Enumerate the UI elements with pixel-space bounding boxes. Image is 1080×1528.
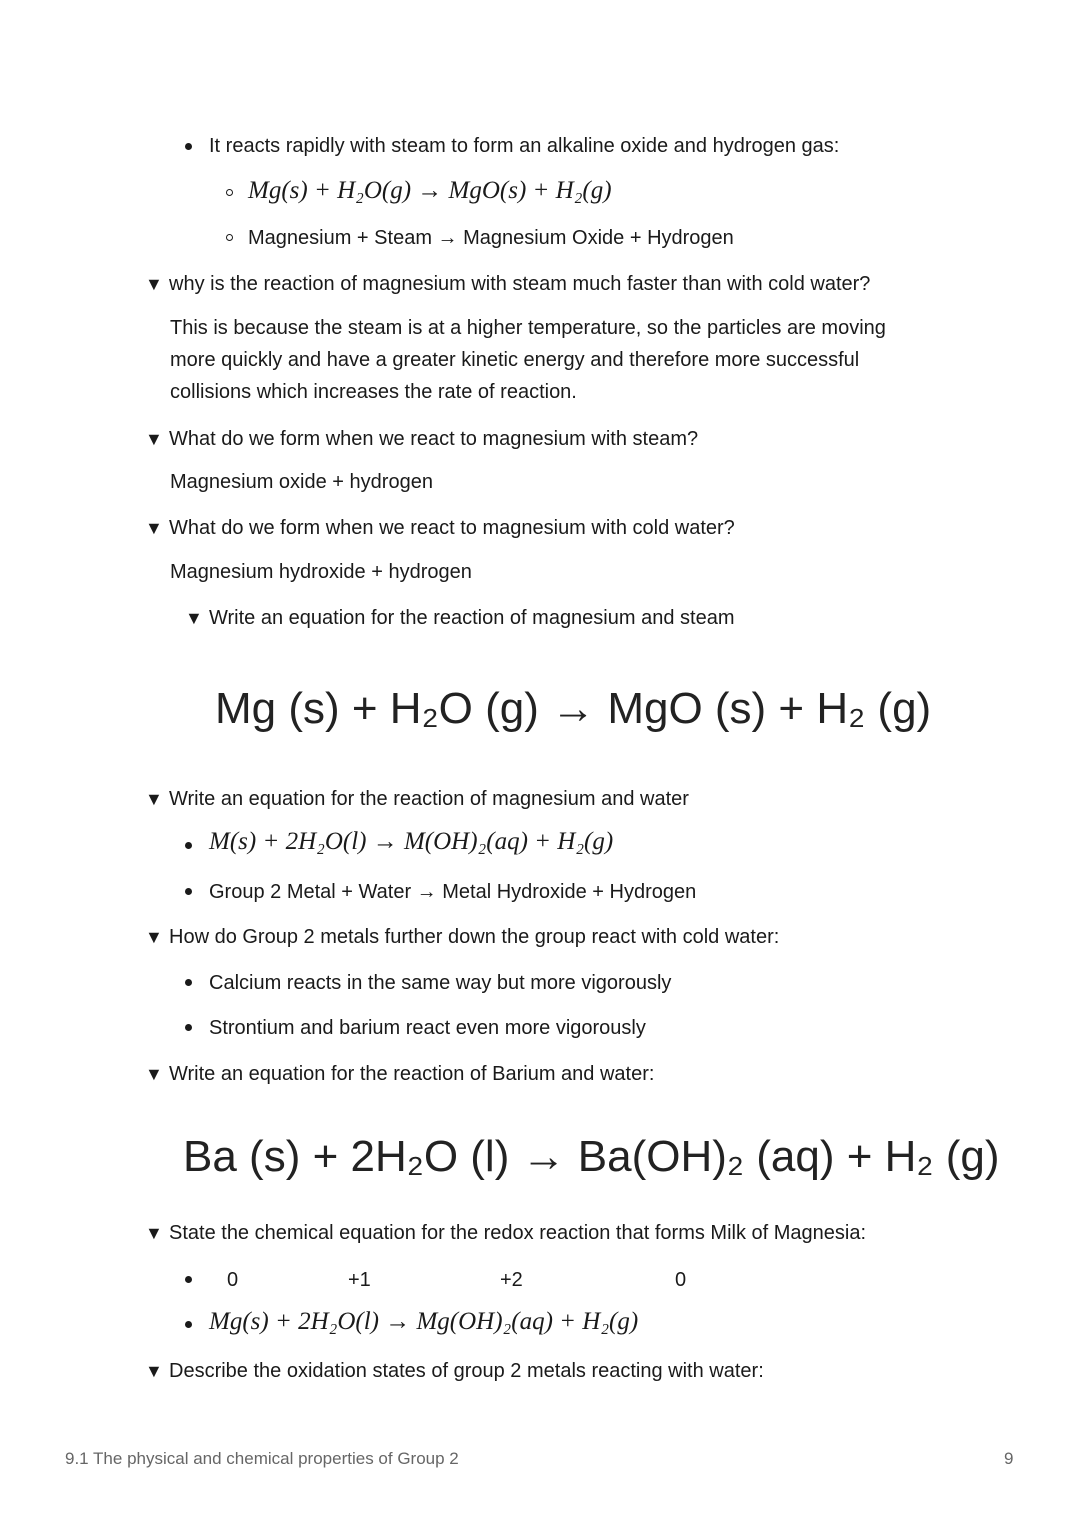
equation-milk-of-magnesia: Mg(s) + 2H₂O(l) → Mg(OH)₂(aq) + H₂(g) xyxy=(209,1308,639,1335)
toggle-question[interactable] xyxy=(185,606,734,630)
bullet-dot-icon xyxy=(185,1024,192,1031)
question-text: Write an equation for the reaction of Barium and water: xyxy=(169,1063,655,1085)
answer-text: Magnesium oxide + hydrogen xyxy=(170,471,433,493)
equation-magnesium-steam: Mg(s) + H₂O(g) → MgO(s) + H₂(g) xyxy=(248,177,612,204)
toggle-question[interactable] xyxy=(145,427,698,451)
question-text: Describe the oxidation states of group 2 metals reacting with water: xyxy=(169,1360,764,1382)
toggle-triangle-icon: ▼ xyxy=(145,274,163,294)
toggle-triangle-icon: ▼ xyxy=(145,1064,163,1084)
toggle-triangle-icon: ▼ xyxy=(145,1361,163,1381)
bullet-dot-icon xyxy=(185,143,192,150)
bullet-dot-icon xyxy=(185,979,192,986)
answer-text: Magnesium hydroxide + hydrogen xyxy=(170,561,472,583)
oxidation-state-mg-product: +2 xyxy=(500,1269,523,1291)
question-text: why is the reaction of magnesium with steam much faster than with cold water? xyxy=(169,273,871,295)
toggle-triangle-icon: ▼ xyxy=(145,1223,163,1243)
question-text: Write an equation for the reaction of magnesium and steam xyxy=(209,607,735,629)
question-text: What do we form when we react to magnesium with steam? xyxy=(169,428,699,450)
bullet-ring-icon xyxy=(226,189,233,196)
question-text: How do Group 2 metals further down the group react with cold water: xyxy=(169,926,780,948)
toggle-triangle-icon: ▼ xyxy=(145,518,163,538)
answer-paragraph: This is because the steam is at a higher temperature, so the particles are moving more quickly and have a greater kinetic energy and therefore more successful collisions which increases the rate of reaction. xyxy=(170,317,886,403)
toggle-question[interactable] xyxy=(145,1359,764,1383)
bullet-text: Strontium and barium react even more vigorously xyxy=(209,1017,646,1039)
question-text: Write an equation for the reaction of magnesium and water xyxy=(169,788,689,810)
toggle-question[interactable] xyxy=(145,925,779,949)
toggle-question[interactable] xyxy=(145,1062,654,1086)
bullet-text: Calcium reacts in the same way but more vigorously xyxy=(209,972,672,994)
page-number: 9 xyxy=(1004,1449,1014,1468)
toggle-question[interactable] xyxy=(145,1221,866,1245)
toggle-triangle-icon: ▼ xyxy=(185,608,203,628)
oxidation-state-mg: 0 xyxy=(227,1269,239,1291)
equation-group2-water: M(s) + 2H₂O(l) → M(OH)₂(aq) + H₂(g) xyxy=(209,828,614,855)
bullet-dot-icon xyxy=(185,842,192,849)
footer-title: 9.1 The physical and chemical properties of Group 2 xyxy=(65,1449,459,1468)
question-text: State the chemical equation for the redox reaction that forms Milk of Magnesia: xyxy=(169,1222,867,1244)
toggle-question[interactable] xyxy=(145,272,870,296)
toggle-question[interactable] xyxy=(145,787,689,811)
equation-large-magnesium-steam: Mg (s) + H₂O (g) → MgO (s) + H₂ (g) xyxy=(215,684,932,733)
oxidation-state-h-product: 0 xyxy=(675,1269,687,1291)
bullet-dot-icon xyxy=(185,1321,192,1328)
oxidation-state-h-reactant: +1 xyxy=(348,1269,371,1291)
bullet-dot-icon xyxy=(185,1276,192,1283)
bullet-dot-icon xyxy=(185,888,192,895)
word-equation-magnesium-steam: Magnesium + Steam → Magnesium Oxide + Hydrogen xyxy=(248,227,734,249)
bullet-ring-icon xyxy=(226,234,233,241)
question-text: What do we form when we react to magnesium with cold water? xyxy=(169,517,735,539)
word-equation-group2-water: Group 2 Metal + Water → Metal Hydroxide + Hydrogen xyxy=(209,881,697,903)
toggle-triangle-icon: ▼ xyxy=(145,927,163,947)
toggle-triangle-icon: ▼ xyxy=(145,789,163,809)
bullet-text: It reacts rapidly with steam to form an alkaline oxide and hydrogen gas: xyxy=(209,135,840,157)
equation-large-barium-water: Ba (s) + 2H₂O (l) → Ba(OH)₂ (aq) + H₂ (g) xyxy=(183,1132,1000,1181)
toggle-triangle-icon: ▼ xyxy=(145,429,163,449)
toggle-question[interactable] xyxy=(145,516,735,540)
